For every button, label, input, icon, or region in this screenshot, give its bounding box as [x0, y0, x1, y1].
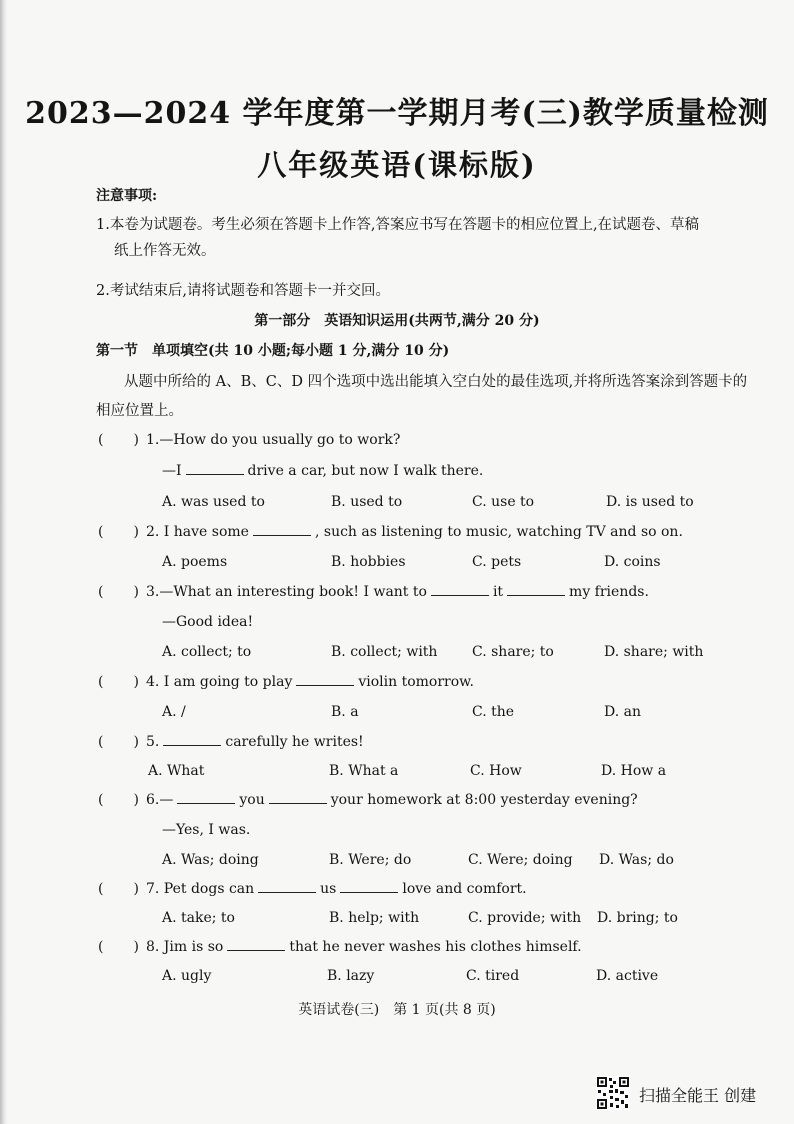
option-c: C. provide; with: [468, 910, 582, 926]
answer-paren: ( ): [98, 432, 139, 448]
option-d: D. bring; to: [597, 910, 678, 926]
option-b: B. used to: [331, 494, 403, 510]
option-c: C. How: [470, 763, 522, 779]
option-a: A. What: [148, 763, 205, 779]
question-6: ( ) 6.— you your homework at 8:00 yesterday evening?: [98, 792, 638, 808]
option-a: A. take; to: [162, 910, 235, 926]
answer-paren: ( ): [98, 792, 139, 808]
answer-blank: [507, 584, 565, 596]
option-a: A. ugly: [162, 968, 212, 984]
qr-code-icon: [596, 1076, 630, 1110]
question-6-line2: —Yes, I was.: [162, 822, 251, 838]
page-footer: 英语试卷(三) 第 1 页(共 8 页): [298, 1002, 496, 1018]
answer-blank: [431, 584, 489, 596]
exam-title: 2023—2024 学年度第一学期月考(三)教学质量检测: [25, 96, 769, 131]
option-a: A. collect; to: [162, 644, 252, 660]
exam-subtitle: 八年级英语(课标版): [257, 148, 537, 182]
answer-blank: [177, 792, 235, 804]
option-d: D. Was; do: [599, 852, 674, 868]
part-heading: 第一部分 英语知识运用(共两节,满分 20 分): [254, 313, 540, 329]
question-3: ( ) 3.—What an interesting book! I want to it my friends.: [98, 584, 649, 600]
option-d: D. How a: [601, 763, 667, 779]
answer-paren: ( ): [98, 584, 139, 600]
answer-blank: [269, 792, 327, 804]
option-b: B. a: [331, 704, 359, 720]
option-a: A. was used to: [162, 494, 265, 510]
question-2: ( ) 2. I have some , such as listening to music, watching TV and so on.: [98, 524, 683, 540]
answer-paren: ( ): [98, 524, 139, 540]
question-7: ( ) 7. Pet dogs can us love and comfort.: [98, 881, 527, 897]
question-1-line2: —I drive a car, but now I walk there.: [162, 463, 484, 479]
option-d: D. coins: [604, 554, 661, 570]
answer-blank: [340, 881, 398, 893]
option-a: A. poems: [162, 554, 228, 570]
answer-blank: [186, 463, 244, 475]
option-b: B. help; with: [329, 910, 420, 926]
option-d: D. active: [596, 968, 659, 984]
answer-blank: [258, 881, 316, 893]
notice-item-2: 2.考试结束后,请将试题卷和答题卡一并交回。: [96, 283, 390, 299]
answer-paren: ( ): [98, 881, 139, 897]
option-b: B. Were; do: [329, 852, 412, 868]
option-d: D. an: [604, 704, 641, 720]
question-text: 1.—How do you usually go to work?: [146, 432, 401, 448]
answer-blank: [296, 674, 354, 686]
answer-paren: ( ): [98, 939, 139, 955]
notice-item-1-line2: 纸上作答无效。: [114, 243, 216, 259]
notice-item-1: [96, 212, 756, 264]
question-3-line2: —Good idea!: [162, 614, 254, 630]
question-4: ( ) 4. I am going to play violin tomorrow.: [98, 674, 474, 690]
answer-paren: ( ): [98, 734, 139, 750]
option-a: A. Was; doing: [162, 852, 259, 868]
option-b: B. collect; with: [331, 644, 438, 660]
answer-blank: [227, 939, 285, 951]
notice-item-1-line1: 1.本卷为试题卷。考生必须在答题卡上作答,答案应书写在答题卡的相应位置上,在试题卷、草稿: [96, 217, 700, 233]
option-d: D. is used to: [606, 494, 694, 510]
answer-blank: [163, 734, 221, 746]
option-c: C. tired: [466, 968, 520, 984]
option-b: B. What a: [329, 763, 399, 779]
notice-heading: 注意事项:: [96, 188, 158, 204]
option-c: C. use to: [472, 494, 535, 510]
option-b: B. lazy: [327, 968, 375, 984]
question-1: [98, 432, 400, 448]
question-8: ( ) 8. Jim is so that he never washes his clothes himself.: [98, 939, 582, 955]
option-c: C. the: [472, 704, 515, 720]
section-heading: 第一节 单项填空(共 10 小题;每小题 1 分,满分 10 分): [96, 343, 450, 359]
scanner-watermark: 扫描全能王 创建: [639, 1086, 757, 1105]
option-c: C. pets: [472, 554, 522, 570]
option-b: B. hobbies: [331, 554, 406, 570]
option-c: C. share; to: [472, 644, 554, 660]
answer-blank: [253, 524, 311, 536]
answer-paren: ( ): [98, 674, 139, 690]
question-5: ( ) 5. carefully he writes!: [98, 734, 364, 750]
option-c: C. Were; doing: [468, 852, 573, 868]
instruction: 从题中所给的 A、B、C、D 四个选项中选出能填入空白处的最佳选项,并将所选答案涂到答题卡的相应位置上。: [96, 374, 748, 419]
option-d: D. share; with: [604, 644, 704, 660]
option-a: A. /: [162, 704, 186, 720]
